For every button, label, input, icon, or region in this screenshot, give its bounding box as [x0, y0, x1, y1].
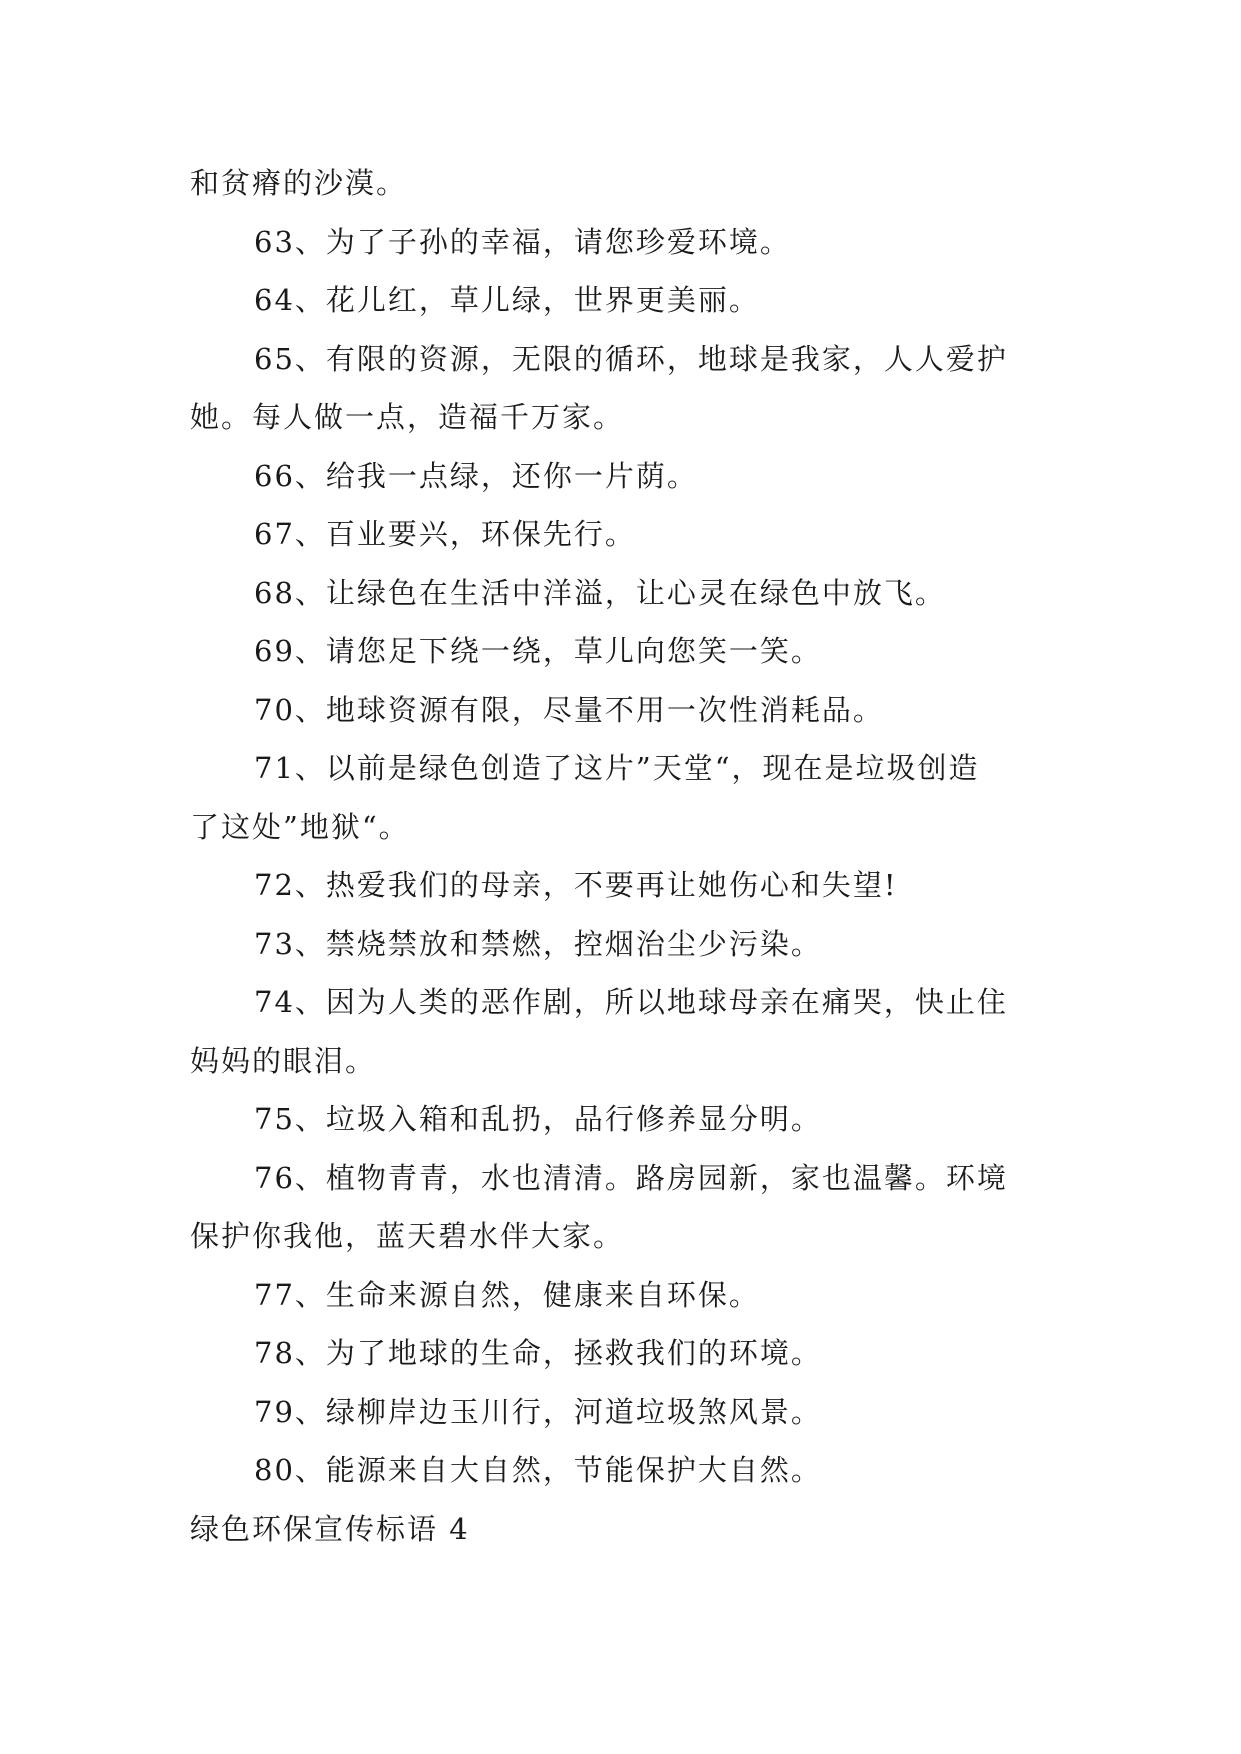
slogan-72: 72、热爱我们的母亲，不要再让她伤心和失望!: [254, 868, 898, 902]
slogan-69: 69、请您足下绕一绕，草儿向您笑一笑。: [254, 634, 822, 668]
slogan-65: 65、有限的资源，无限的循环，地球是我家，人人爱护: [254, 341, 1008, 376]
slogan-79: 79、绿柳岸边玉川行，河道垃圾煞风景。: [254, 1394, 822, 1429]
slogan-73: 73、禁烧禁放和禁燃，控烟治尘少污染。: [254, 926, 822, 961]
slogan-76-continued: 保护你我他，蓝天碧水伴大家。: [190, 1219, 625, 1253]
slogan-66: 66、给我一点绿，还你一片荫。: [254, 458, 698, 493]
slogan-68: 68、让绿色在生活中洋溢，让心灵在绿色中放飞。: [254, 575, 946, 610]
slogan-80: 80、能源来自大自然，节能保护大自然。: [254, 1453, 822, 1487]
slogan-74-continued: 妈妈的眼泪。: [190, 1043, 377, 1078]
slogan-64: 64、花儿红，草儿绿，世界更美丽。: [254, 283, 760, 317]
slogan-76: 76、植物青青，水也清清。路房园新，家也温馨。环境: [254, 1160, 1008, 1195]
slogan-74: 74、因为人类的恶作剧，所以地球母亲在痛哭，快止住: [254, 985, 1008, 1019]
slogan-75: 75、垃圾入箱和乱扔，品行修养显分明。: [254, 1102, 822, 1136]
slogan-67: 67、百业要兴，环保先行。: [254, 517, 636, 551]
section-heading: 绿色环保宣传标语 4: [190, 1511, 470, 1546]
document-body: [190, 154, 1050, 1558]
paragraph-line: 和贫瘠的沙漠。: [190, 166, 408, 200]
slogan-71-continued: 了这处”地狱“。: [190, 809, 410, 844]
slogan-65-continued: 她。每人做一点，造福千万家。: [190, 400, 625, 434]
slogan-71: 71、以前是绿色创造了这片”天堂“，现在是垃圾创造: [254, 751, 980, 785]
slogan-70: 70、地球资源有限，尽量不用一次性消耗品。: [254, 692, 884, 727]
slogan-78: 78、为了地球的生命，拯救我们的环境。: [254, 1336, 822, 1370]
slogan-77: 77、生命来源自然，健康来自环保。: [254, 1277, 760, 1312]
slogan-63: 63、为了子孙的幸福，请您珍爱环境。: [254, 224, 791, 259]
